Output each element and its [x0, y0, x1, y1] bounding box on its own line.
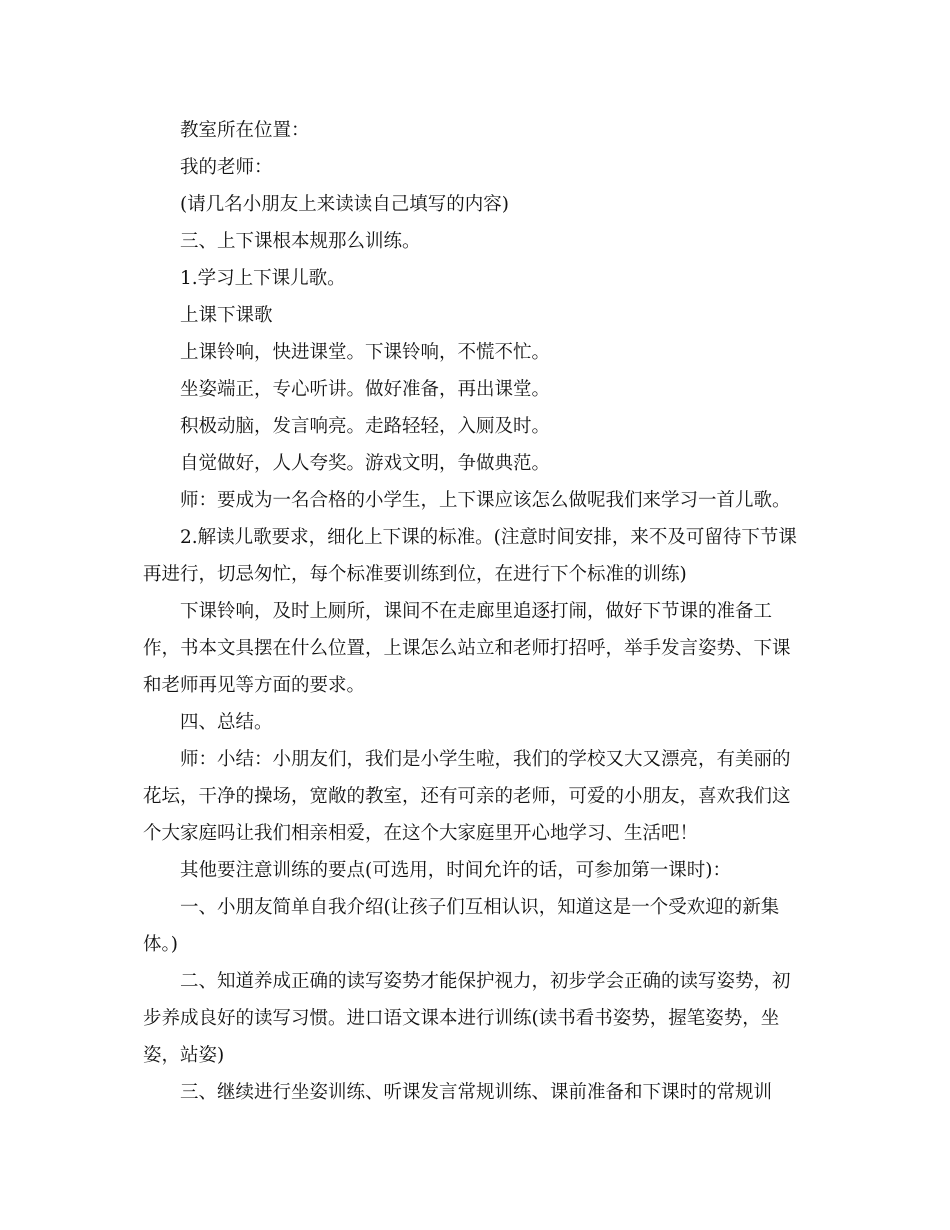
paragraph-line: 师：小结：小朋友们，我们是小学生啦，我们的学校又大又漂亮，有美丽的: [180, 749, 791, 770]
paragraph-line: 其他要注意训练的要点(可选用，时间允许的话，可参加第一课时)：: [180, 860, 731, 881]
paragraph-line: 上课下课歌: [180, 305, 273, 326]
paragraph-line: 作，书本文具摆在什么位置，上课怎么站立和老师打招呼，举手发言姿势、下课: [143, 638, 791, 659]
song-title: [143, 297, 807, 334]
paragraph-line: 花坛，干净的操场，宽敞的教室，还有可亲的老师，可爱的小朋友，喜欢我们这: [143, 786, 791, 807]
paragraph-line: 上课铃响，快进课堂。下课铃响，不慌不忙。: [180, 342, 551, 363]
paragraph-line: 自觉做好，人人夸奖。游戏文明，争做典范。: [180, 453, 551, 474]
song-line: [143, 445, 807, 482]
step-2-paragraph: [143, 519, 807, 593]
paragraph-line: 师：要成为一名合格的小学生，上下课应该怎么做呢我们来学习一首儿歌。: [180, 490, 791, 511]
paragraph-read-aloud-note: [143, 186, 807, 223]
paragraph-line: 一、小朋友简单自我介绍(让孩子们互相认识，知道这是一个受欢迎的新集: [180, 897, 780, 918]
paragraph-my-teacher: [143, 149, 807, 186]
step-1-heading: [143, 260, 807, 297]
paragraph-line: (请几名小朋友上来读读自己填写的内容): [180, 194, 509, 215]
paragraph-line: 步养成良好的读写习惯。进口语文课本进行训练(读书看书姿势，握笔姿势，坐: [143, 1008, 780, 1029]
teacher-remark: [143, 482, 807, 519]
paragraph-line: 再进行，切忌匆忙，每个标准要训练到位，在进行下个标准的训练): [143, 564, 687, 585]
paragraph-line: 二、知道养成正确的读写姿势才能保护视力，初步学会正确的读写姿势，初: [180, 971, 791, 992]
paragraph-line: 坐姿端正，专心听讲。做好准备，再出课堂。: [180, 379, 551, 400]
summary-paragraph: [143, 741, 807, 852]
paragraph-line: 1.学习上下课儿歌。: [180, 268, 346, 289]
paragraph-line: 姿，站姿): [143, 1045, 225, 1066]
paragraph-classroom-location: [143, 112, 807, 149]
paragraph-line: 我的老师：: [180, 157, 273, 178]
paragraph-line: 四、总结。: [180, 712, 273, 733]
document-body: [143, 112, 807, 1111]
section-heading-3: [143, 223, 807, 260]
paragraph-line: 教室所在位置：: [180, 120, 310, 141]
break-rules-paragraph: [143, 593, 807, 704]
point-1-paragraph: [143, 889, 807, 963]
other-points-intro: [143, 852, 807, 889]
point-3-paragraph: [143, 1074, 807, 1111]
paragraph-line: 体。): [143, 934, 178, 955]
paragraph-line: 2.解读儿歌要求，细化上下课的标准。(注意时间安排，来不及可留待下节课: [180, 527, 797, 548]
song-line: [143, 371, 807, 408]
paragraph-line: 下课铃响，及时上厕所，课间不在走廊里追逐打闹，做好下节课的准备工: [180, 601, 773, 622]
song-line: [143, 334, 807, 371]
paragraph-line: 三、上下课根本规那么训练。: [180, 231, 421, 252]
paragraph-line: 积极动脑，发言响亮。走路轻轻，入厕及时。: [180, 416, 551, 437]
point-2-paragraph: [143, 963, 807, 1074]
paragraph-line: 个大家庭吗让我们相亲相爱，在这个大家庭里开心地学习、生活吧！: [143, 823, 699, 844]
paragraph-line: 三、继续进行坐姿训练、听课发言常规训练、课前准备和下课时的常规训: [180, 1082, 773, 1103]
song-line: [143, 408, 807, 445]
section-heading-4: [143, 704, 807, 741]
paragraph-line: 和老师再见等方面的要求。: [143, 675, 366, 696]
